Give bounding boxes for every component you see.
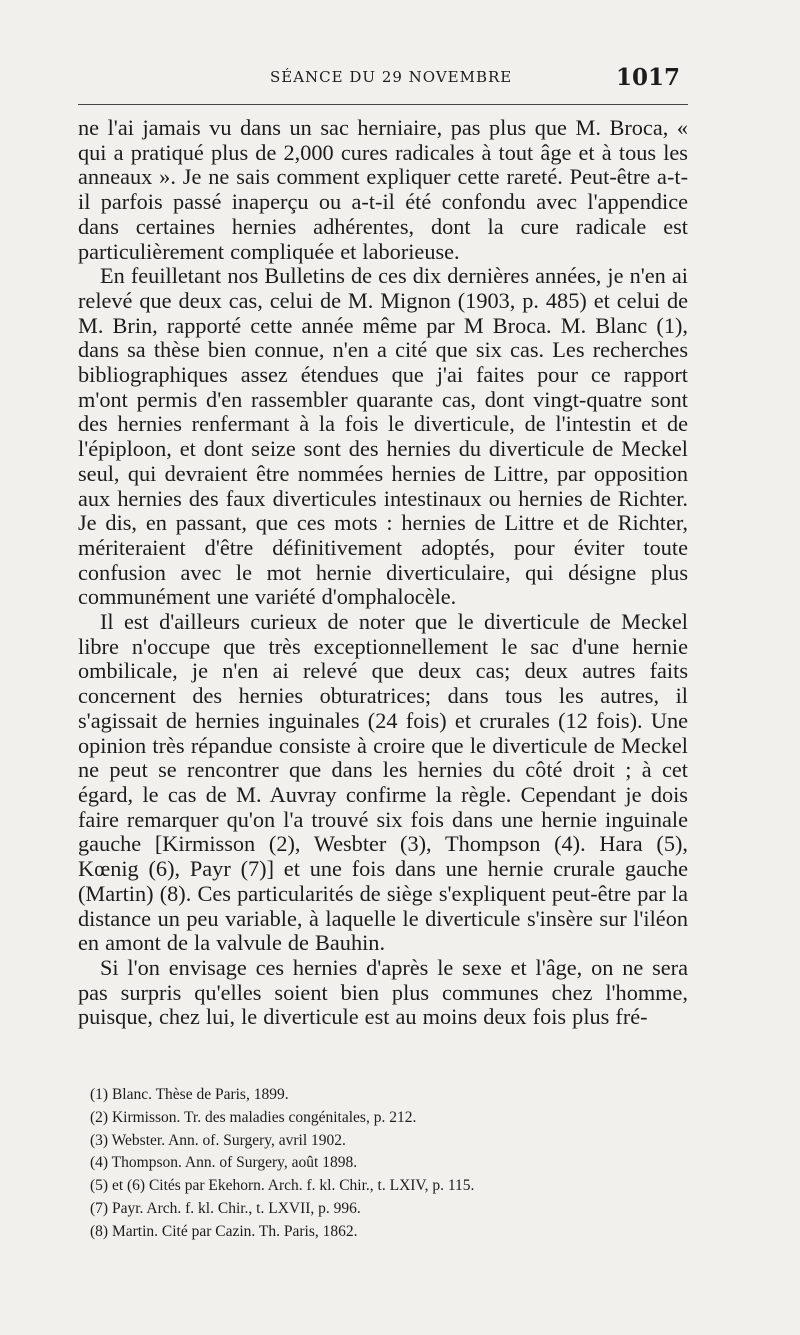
page-number: 1017 [615, 64, 680, 91]
header-title: SÉANCE DU 29 NOVEMBRE [270, 68, 513, 86]
footnote: (8) Martin. Cité par Cazin. Th. Paris, 1862. [90, 1222, 358, 1240]
footnote: (2) Kirmisson. Tr. des maladies congénitales, p. 212. [90, 1108, 417, 1126]
paragraph: Il est d'ailleurs curieux de noter que le diverticule de Meckel libre n'occupe que très exceptionnellement le sac d'une hernie ombilicale, je n'en ai relevé que deux cas; deux autres faits concernent des hernies obturatrices; dans tous les autres, il s'agissait de hernies inguinales (24 fois) et crurales (12 fois). Une opinion très répandue consiste à croire que le diverticule de Meckel ne peut se rencontrer que dans les hernies du côté droit ; à cet égard, le cas de M. Auvray confirme la règle. Cependant je dois faire remarquer qu'on l'a trouvé six fois dans une hernie inguinale gauche [Kirmisson (2), Wesbter (3), Thompson (4). Hara (5), Kœnig (6), Payr (7)] et une fois dans une hernie crurale gauche (Martin) (8). Ces particularités de siège s'expliquent peut-être par la distance un peu variable, à laquelle le diverticule s'insère sur l'iléon en amont de la valvule de Bauhin. [78, 609, 688, 956]
header-rule [78, 104, 688, 105]
footnote: (4) Thompson. Ann. of Surgery, août 1898. [90, 1154, 358, 1172]
footnotes [90, 1084, 670, 1244]
paragraph: En feuilletant nos Bulletins de ces dix dernières années, je n'en ai relevé que deux cas, celui de M. Mignon (1903, p. 485) et celui de M. Brin, rapporté cette année même par M Broca. M. Blanc (1), dans sa thèse bien connue, n'en a cité que six cas. Les recherches bibliographiques assez étendues que j'ai faites pour ce rapport m'ont permis d'en rassembler quarante cas, dont vingt-quatre sont des hernies renfermant à la fois le diverticule, de l'intestin et de l'épiploon, et dont seize sont des hernies du diverticule de Meckel seul, qui devraient être nommées hernies de Littre, par opposition aux hernies des faux diverticules intestinaux ou hernies de Richter. Je dis, en passant, que ces mots : hernies de Littre et de Richter, mériteraient d'être définitivement adoptés, pour éviter toute confusion avec le mot hernie diverticulaire, qui désigne plus communément une variété d'omphalocèle. [78, 263, 688, 610]
footnote: (1) Blanc. Thèse de Paris, 1899. [90, 1086, 289, 1103]
footnote: (3) Webster. Ann. of. Surgery, avril 1902. [90, 1131, 346, 1149]
running-header [78, 64, 688, 94]
paragraph: Si l'on envisage ces hernies d'après le sexe et l'âge, on ne sera pas surpris qu'elles soient bien plus communes chez l'homme, puisque, chez lui, le diverticule est au moins deux fois plus fré- [78, 954, 688, 1030]
body-text [78, 116, 688, 1030]
footnote: (5) et (6) Cités par Ekehorn. Arch. f. kl. Chir., t. LXIV, p. 115. [90, 1177, 475, 1195]
footnote: (7) Payr. Arch. f. kl. Chir., t. LXVII, p. 996. [90, 1199, 361, 1217]
paragraph: ne l'ai jamais vu dans un sac herniaire, pas plus que M. Broca, « qui a pratiqué plus de 2,000 cures radicales à tout âge et à tous les anneaux ». Je ne sais comment expliquer cette rareté. Peut-être a-t-il parfois passé inaperçu ou a-t-il été confondu avec l'appendice dans certaines hernies adhérentes, dont la cure radicale est particulièrement compliquée et laborieuse. [78, 115, 688, 264]
